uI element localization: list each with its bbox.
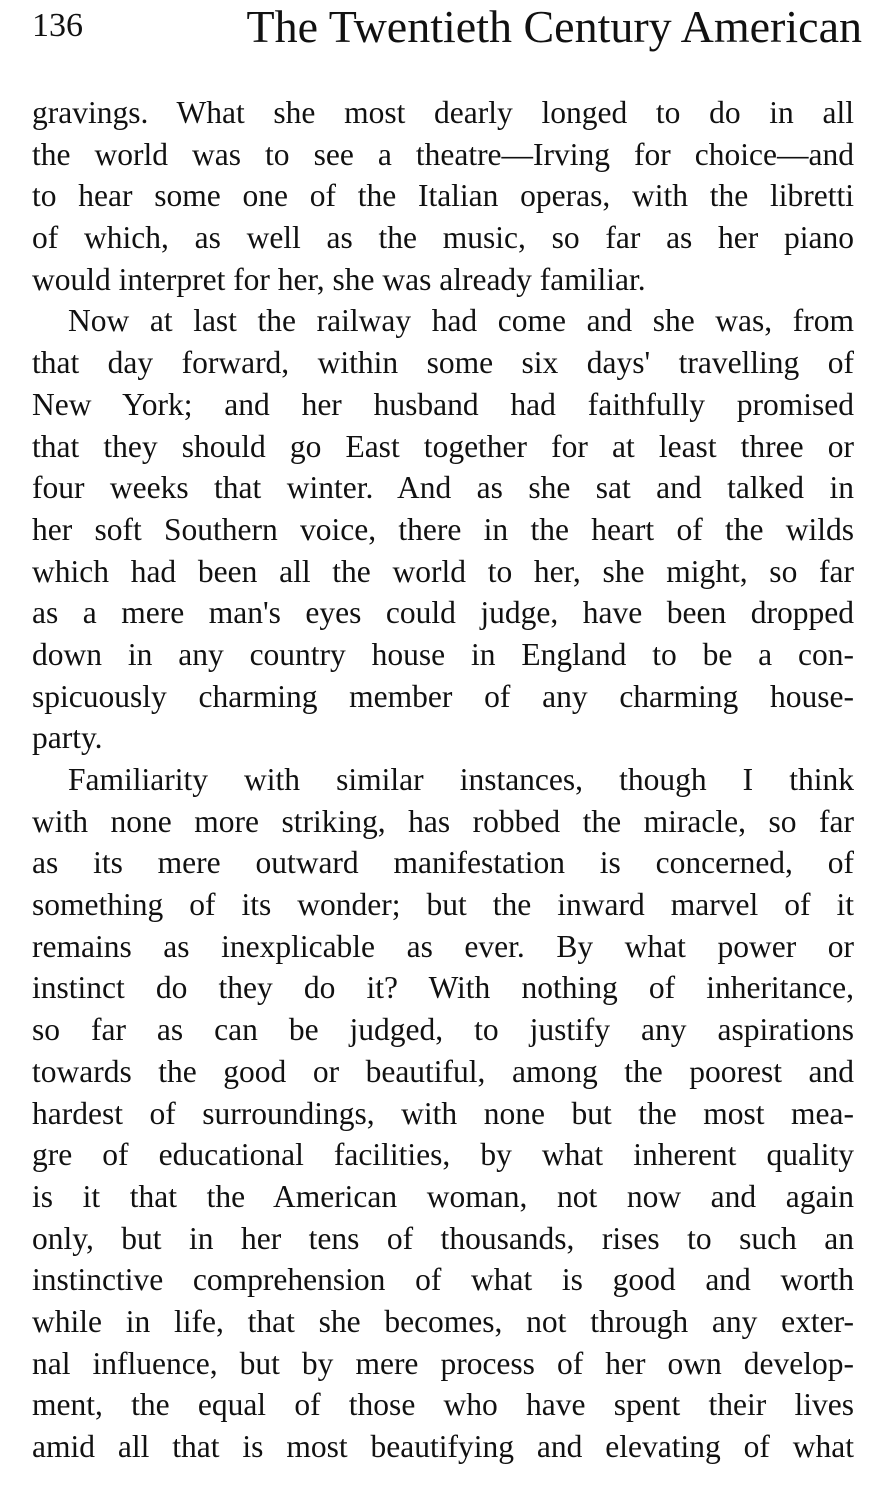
paragraph bbox=[32, 300, 854, 759]
text-line: instinctive comprehension of what is good and worth bbox=[32, 1262, 854, 1298]
text-line: of which, as well as the music, so far as her piano bbox=[32, 220, 854, 256]
body-text bbox=[32, 92, 854, 1468]
text-line: party. bbox=[32, 720, 103, 756]
paragraph bbox=[32, 92, 854, 300]
text-line: instinct do they do it? With nothing of inheritance, bbox=[32, 970, 854, 1006]
text-line: while in life, that she becomes, not through any exter- bbox=[32, 1303, 854, 1339]
text-line: as a mere man's eyes could judge, have been dropped bbox=[32, 595, 854, 631]
text-line: that day forward, within some six days' travelling of bbox=[32, 345, 854, 381]
text-line: as its mere outward manifestation is concerned, of bbox=[32, 845, 854, 881]
text-line: nal influence, but by mere process of her own develop- bbox=[32, 1345, 854, 1381]
text-line: is it that the American woman, not now and again bbox=[32, 1178, 854, 1214]
text-line: New York; and her husband had faithfully promised bbox=[32, 386, 854, 422]
text-line: gre of educational facilities, by what inherent quality bbox=[32, 1137, 854, 1173]
text-line: that they should go East together for at least three or bbox=[32, 428, 854, 464]
text-line: four weeks that winter. And as she sat and talked in bbox=[32, 470, 854, 506]
text-line: with none more striking, has robbed the miracle, so far bbox=[32, 803, 854, 839]
text-line: would interpret for her, she was already familiar. bbox=[32, 261, 646, 297]
text-line: amid all that is most beautifying and elevating of what bbox=[32, 1429, 854, 1464]
text-line: remains as inexplicable as ever. By what power or bbox=[32, 928, 854, 964]
text-line: only, but in her tens of thousands, rises to such an bbox=[32, 1220, 854, 1256]
running-title: The Twentieth Century American bbox=[246, 1, 862, 52]
text-line: so far as can be judged, to justify any aspirations bbox=[32, 1012, 854, 1048]
text-line: down in any country house in England to be a con- bbox=[32, 636, 854, 672]
text-line: which had been all the world to her, she might, so far bbox=[32, 553, 854, 589]
text-line: towards the good or beautiful, among the poorest and bbox=[32, 1053, 854, 1089]
text-line: her soft Southern voice, there in the heart of the wilds bbox=[32, 511, 854, 547]
text-line: to hear some one of the Italian operas, with the libretti bbox=[32, 178, 854, 214]
text-line: ment, the equal of those who have spent their lives bbox=[32, 1387, 854, 1423]
paragraph bbox=[32, 759, 854, 1468]
text-line: Now at last the railway had come and she was, from bbox=[68, 303, 854, 339]
text-line: hardest of surroundings, with none but the most mea- bbox=[32, 1095, 854, 1131]
text-line: Familiarity with similar instances, though I think bbox=[68, 762, 854, 797]
text-line: the world was to see a theatre—Irving for choice—and bbox=[32, 136, 854, 172]
text-line: spicuously charming member of any charming house- bbox=[32, 678, 854, 714]
page-number: 136 bbox=[32, 7, 83, 44]
page-header bbox=[32, 0, 862, 60]
text-line: something of its wonder; but the inward marvel of it bbox=[32, 887, 854, 923]
text-line: gravings. What she most dearly longed to do in all bbox=[32, 95, 854, 130]
